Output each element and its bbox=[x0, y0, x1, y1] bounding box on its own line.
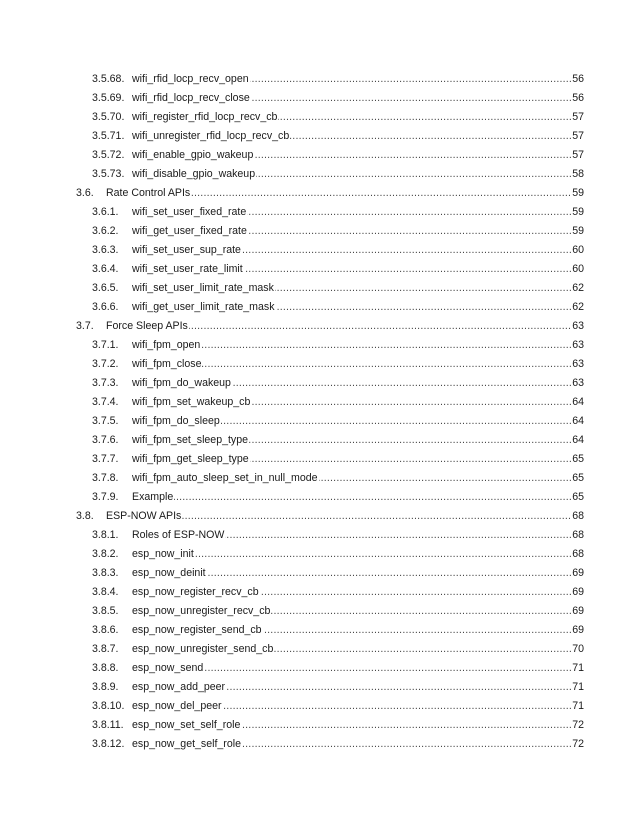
toc-entry-title-leader bbox=[132, 374, 582, 393]
toc-entry-number: 3.8.12. bbox=[92, 738, 125, 750]
toc-entry-title-leader bbox=[132, 602, 582, 621]
toc-entry-title-leader bbox=[132, 412, 582, 431]
toc-entry-number: 3.7.5. bbox=[92, 415, 119, 427]
toc-subsection-entry[interactable] bbox=[0, 697, 638, 716]
toc-entry-number: 3.6.5. bbox=[92, 282, 119, 294]
toc-entry-number: 3.8.7. bbox=[92, 643, 119, 655]
toc-entry-page-number: 65 bbox=[571, 488, 584, 507]
toc-entry-page-number: 58 bbox=[571, 165, 584, 184]
toc-entry-title-leader bbox=[132, 526, 582, 545]
toc-subsection-entry[interactable] bbox=[0, 602, 638, 621]
toc-entry-title[interactable]: wifi_fpm_close bbox=[132, 358, 202, 370]
toc-subsection-entry[interactable] bbox=[0, 545, 638, 564]
toc-entry-title-leader bbox=[132, 488, 582, 507]
toc-entry-page-number: 59 bbox=[571, 184, 584, 203]
toc-entry-title[interactable]: esp_now_register_recv_cb bbox=[132, 586, 259, 598]
toc-entry-number: 3.5.71. bbox=[92, 130, 125, 142]
toc-subsection-entry[interactable] bbox=[0, 583, 638, 602]
toc-entry-number: 3.7.2. bbox=[92, 358, 119, 370]
toc-entry-title-leader bbox=[132, 583, 582, 602]
toc-entry-number: 3.7.4. bbox=[92, 396, 119, 408]
toc-entry-title-leader bbox=[132, 545, 582, 564]
toc-entry-title[interactable]: wifi_fpm_set_sleep_type bbox=[132, 434, 249, 446]
toc-entry-number: 3.5.73. bbox=[92, 168, 125, 180]
toc-subsection-entry[interactable] bbox=[0, 89, 638, 108]
toc-entry-page-number: 68 bbox=[571, 526, 584, 545]
toc-entry-title-leader bbox=[132, 640, 582, 659]
toc-entry-number: 3.7.3. bbox=[92, 377, 119, 389]
toc-entry-title-leader bbox=[132, 450, 582, 469]
toc-entry-number: 3.7.1. bbox=[92, 339, 119, 351]
toc-entry-title[interactable]: Rate Control APIs bbox=[106, 187, 191, 199]
toc-section-entry[interactable] bbox=[0, 507, 638, 526]
toc-subsection-entry[interactable] bbox=[0, 241, 638, 260]
toc-entry-title-leader bbox=[132, 431, 582, 450]
toc-entry-title[interactable]: esp_now_add_peer bbox=[132, 681, 226, 693]
toc-subsection-entry[interactable] bbox=[0, 412, 638, 431]
toc-entry-title-leader bbox=[132, 127, 582, 146]
toc-entry-page-number: 68 bbox=[571, 507, 584, 526]
toc-entry-title[interactable]: esp_now_register_send_cb bbox=[132, 624, 262, 636]
toc-subsection-entry[interactable] bbox=[0, 127, 638, 146]
toc-section-entry[interactable] bbox=[0, 317, 638, 336]
toc-entry-number: 3.7. bbox=[76, 320, 94, 332]
toc-entry-number: 3.8.9. bbox=[92, 681, 119, 693]
toc-entry-title-leader bbox=[132, 108, 582, 127]
toc-entry-number: 3.8.6. bbox=[92, 624, 119, 636]
toc-entry-title[interactable]: wifi_set_user_fixed_rate bbox=[132, 206, 247, 218]
toc-entry-page-number: 69 bbox=[571, 602, 584, 621]
toc-subsection-entry[interactable] bbox=[0, 336, 638, 355]
toc-entry-page-number: 60 bbox=[571, 241, 584, 260]
toc-entry-page-number: 63 bbox=[571, 317, 584, 336]
toc-entry-number: 3.6. bbox=[76, 187, 94, 199]
toc-subsection-entry[interactable] bbox=[0, 735, 638, 754]
toc-entry-title[interactable]: wifi_enable_gpio_wakeup bbox=[132, 149, 254, 161]
toc-subsection-entry[interactable] bbox=[0, 108, 638, 127]
toc-subsection-entry[interactable] bbox=[0, 279, 638, 298]
toc-entry-title[interactable]: wifi_set_user_rate_limit bbox=[132, 263, 243, 275]
toc-subsection-entry[interactable] bbox=[0, 374, 638, 393]
toc-entry-title-leader bbox=[132, 697, 582, 716]
toc-entry-number: 3.8. bbox=[76, 510, 94, 522]
toc-entry-title[interactable]: esp_now_unregister_send_cb bbox=[132, 643, 274, 655]
toc-subsection-entry[interactable] bbox=[0, 678, 638, 697]
toc-entry-title-leader bbox=[132, 241, 582, 260]
toc-subsection-entry[interactable] bbox=[0, 165, 638, 184]
toc-section-entry[interactable] bbox=[0, 184, 638, 203]
toc-entry-number: 3.8.8. bbox=[92, 662, 119, 674]
toc-entry-title-leader bbox=[132, 336, 582, 355]
toc-subsection-entry[interactable] bbox=[0, 469, 638, 488]
toc-entry-number: 3.6.4. bbox=[92, 263, 119, 275]
toc-entry-page-number: 57 bbox=[571, 127, 584, 146]
toc-entry-title-leader bbox=[106, 184, 582, 203]
toc-subsection-entry[interactable] bbox=[0, 716, 638, 735]
toc-entry-page-number: 65 bbox=[571, 469, 584, 488]
toc-entry-page-number: 64 bbox=[571, 431, 584, 450]
toc-entry-title[interactable]: Example bbox=[132, 491, 174, 503]
toc-subsection-entry[interactable] bbox=[0, 146, 638, 165]
toc-entry-title[interactable]: wifi_fpm_get_sleep_type bbox=[132, 453, 249, 465]
toc-entry-title-leader bbox=[132, 469, 582, 488]
toc-entry-title[interactable]: wifi_set_user_limit_rate_mask bbox=[132, 282, 274, 294]
toc-entry-page-number: 71 bbox=[571, 659, 584, 678]
toc-subsection-entry[interactable] bbox=[0, 203, 638, 222]
toc-entry-title-leader bbox=[132, 564, 582, 583]
toc-entry-page-number: 71 bbox=[571, 697, 584, 716]
toc-subsection-entry[interactable] bbox=[0, 393, 638, 412]
toc-subsection-entry[interactable] bbox=[0, 355, 638, 374]
toc-entry-title[interactable]: wifi_rfid_locp_recv_open bbox=[132, 73, 249, 85]
toc-entry-number: 3.8.2. bbox=[92, 548, 119, 560]
toc-entry-page-number: 60 bbox=[571, 260, 584, 279]
toc-entry-title-leader bbox=[132, 621, 582, 640]
toc-subsection-entry[interactable] bbox=[0, 298, 638, 317]
toc-entry-page-number: 57 bbox=[571, 146, 584, 165]
toc-entry-number: 3.8.1. bbox=[92, 529, 119, 541]
toc-entry-number: 3.6.6. bbox=[92, 301, 119, 313]
toc-entry-title-leader bbox=[132, 659, 582, 678]
toc-entry-title-leader bbox=[132, 203, 582, 222]
toc-entry-title[interactable]: wifi_disable_gpio_wakeup bbox=[132, 168, 256, 180]
toc-entry-title[interactable]: wifi_get_user_limit_rate_mask bbox=[132, 301, 275, 313]
table-of-contents bbox=[0, 70, 638, 754]
toc-subsection-entry[interactable] bbox=[0, 526, 638, 545]
toc-entry-page-number: 72 bbox=[571, 716, 584, 735]
toc-entry-title-leader bbox=[106, 507, 582, 526]
toc-entry-title[interactable]: wifi_fpm_do_sleep bbox=[132, 415, 220, 427]
toc-entry-title[interactable]: esp_now_deinit bbox=[132, 567, 206, 579]
toc-entry-title[interactable]: wifi_unregister_rfid_locp_recv_cb bbox=[132, 130, 290, 142]
toc-entry-title[interactable]: wifi_rfid_locp_recv_close bbox=[132, 92, 250, 104]
toc-entry-number: 3.7.6. bbox=[92, 434, 119, 446]
toc-entry-title-leader bbox=[132, 222, 582, 241]
toc-entry-page-number: 57 bbox=[571, 108, 584, 127]
toc-entry-title[interactable]: esp_now_init bbox=[132, 548, 194, 560]
toc-entry-title[interactable]: ESP-NOW APIs bbox=[106, 510, 182, 522]
toc-entry-page-number: 56 bbox=[571, 89, 584, 108]
toc-entry-number: 3.5.69. bbox=[92, 92, 125, 104]
toc-entry-page-number: 72 bbox=[571, 735, 584, 754]
toc-entry-page-number: 64 bbox=[571, 393, 584, 412]
toc-entry-title[interactable]: esp_now_del_peer bbox=[132, 700, 222, 712]
toc-entry-title[interactable]: wifi_fpm_open bbox=[132, 339, 201, 351]
toc-entry-title[interactable]: wifi_fpm_do_wakeup bbox=[132, 377, 231, 389]
toc-entry-page-number: 62 bbox=[571, 279, 584, 298]
toc-entry-number: 3.8.5. bbox=[92, 605, 119, 617]
toc-entry-title-leader bbox=[132, 355, 582, 374]
toc-entry-number: 3.7.7. bbox=[92, 453, 119, 465]
toc-entry-title-leader bbox=[132, 89, 582, 108]
toc-subsection-entry[interactable] bbox=[0, 488, 638, 507]
toc-subsection-entry[interactable] bbox=[0, 450, 638, 469]
toc-entry-title[interactable]: Roles of ESP-NOW bbox=[132, 529, 225, 541]
toc-entry-page-number: 56 bbox=[571, 70, 584, 89]
toc-entry-title-leader bbox=[132, 716, 582, 735]
toc-entry-number: 3.8.11. bbox=[92, 719, 124, 731]
toc-entry-title[interactable]: esp_now_unregister_recv_cb bbox=[132, 605, 271, 617]
toc-subsection-entry[interactable] bbox=[0, 70, 638, 89]
toc-entry-number: 3.7.9. bbox=[92, 491, 119, 503]
toc-entry-title-leader bbox=[132, 260, 582, 279]
toc-entry-page-number: 62 bbox=[571, 298, 584, 317]
toc-entry-page-number: 68 bbox=[571, 545, 584, 564]
toc-entry-page-number: 69 bbox=[571, 583, 584, 602]
toc-entry-page-number: 70 bbox=[571, 640, 584, 659]
toc-subsection-entry[interactable] bbox=[0, 621, 638, 640]
toc-entry-number: 3.5.72. bbox=[92, 149, 125, 161]
toc-entry-title[interactable]: esp_now_set_self_role bbox=[132, 719, 241, 731]
toc-entry-number: 3.5.70. bbox=[92, 111, 125, 123]
toc-entry-title[interactable]: esp_now_send bbox=[132, 662, 204, 674]
toc-entry-page-number: 63 bbox=[571, 355, 584, 374]
toc-entry-number: 3.8.4. bbox=[92, 586, 119, 598]
toc-subsection-entry[interactable] bbox=[0, 431, 638, 450]
toc-entry-title-leader bbox=[132, 678, 582, 697]
toc-entry-page-number: 63 bbox=[571, 374, 584, 393]
toc-entry-title-leader bbox=[132, 279, 582, 298]
toc-entry-title[interactable]: wifi_fpm_set_wakeup_cb bbox=[132, 396, 251, 408]
toc-entry-number: 3.5.68. bbox=[92, 73, 125, 85]
toc-entry-page-number: 59 bbox=[571, 203, 584, 222]
toc-subsection-entry[interactable] bbox=[0, 260, 638, 279]
toc-entry-number: 3.7.8. bbox=[92, 472, 119, 484]
toc-entry-title[interactable]: wifi_fpm_auto_sleep_set_in_null_mode bbox=[132, 472, 318, 484]
toc-entry-page-number: 65 bbox=[571, 450, 584, 469]
toc-entry-title-leader bbox=[132, 146, 582, 165]
toc-subsection-entry[interactable] bbox=[0, 222, 638, 241]
toc-subsection-entry[interactable] bbox=[0, 564, 638, 583]
toc-entry-page-number: 69 bbox=[571, 564, 584, 583]
toc-entry-title-leader bbox=[132, 298, 582, 317]
toc-entry-title[interactable]: wifi_register_rfid_locp_recv_cb bbox=[132, 111, 278, 123]
toc-entry-title[interactable]: wifi_set_user_sup_rate bbox=[132, 244, 241, 256]
toc-subsection-entry[interactable] bbox=[0, 659, 638, 678]
toc-subsection-entry[interactable] bbox=[0, 640, 638, 659]
toc-entry-title[interactable]: esp_now_get_self_role bbox=[132, 738, 241, 750]
toc-entry-title[interactable]: wifi_get_user_fixed_rate bbox=[132, 225, 247, 237]
toc-entry-title-leader bbox=[132, 165, 582, 184]
toc-entry-page-number: 63 bbox=[571, 336, 584, 355]
toc-entry-title-leader bbox=[132, 735, 582, 754]
toc-entry-title-leader bbox=[132, 70, 582, 89]
toc-entry-title-leader bbox=[106, 317, 582, 336]
toc-entry-title-leader bbox=[132, 393, 582, 412]
toc-entry-page-number: 71 bbox=[571, 678, 584, 697]
toc-entry-number: 3.6.1. bbox=[92, 206, 119, 218]
toc-entry-page-number: 64 bbox=[571, 412, 584, 431]
toc-entry-number: 3.8.3. bbox=[92, 567, 119, 579]
toc-entry-page-number: 59 bbox=[571, 222, 584, 241]
toc-entry-number: 3.6.2. bbox=[92, 225, 119, 237]
toc-entry-page-number: 69 bbox=[571, 621, 584, 640]
toc-entry-number: 3.8.10. bbox=[92, 700, 125, 712]
toc-entry-number: 3.6.3. bbox=[92, 244, 119, 256]
toc-entry-title[interactable]: Force Sleep APIs bbox=[106, 320, 188, 332]
